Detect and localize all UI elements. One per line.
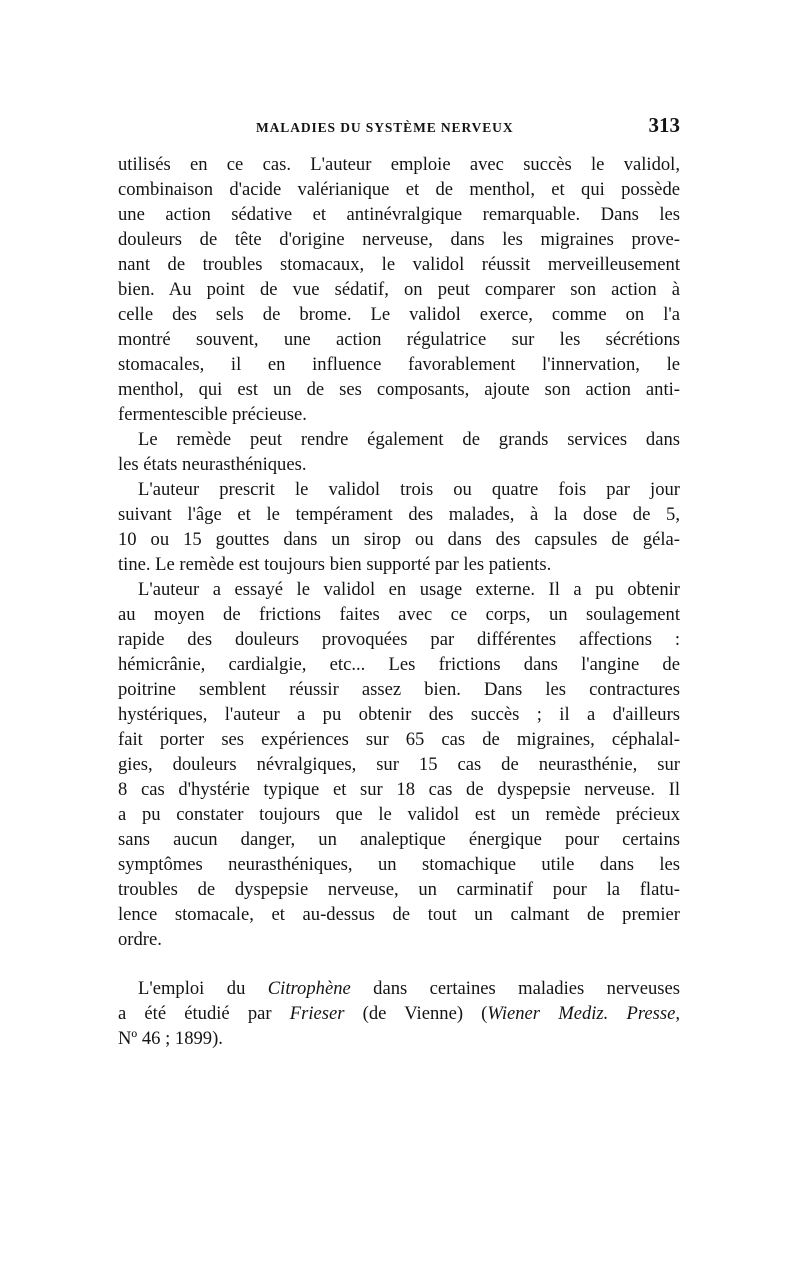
text-line: au moyen de frictions faites avec ce corps, un soulagement xyxy=(118,604,680,625)
text-line: utilisés en ce cas. L'auteur emploie avec succès le validol, xyxy=(118,154,680,175)
section-gap xyxy=(118,952,680,976)
text-line: ordre. xyxy=(118,929,162,950)
text-line: montré souvent, une action régulatrice sur les sécrétions xyxy=(118,329,680,350)
text-line: stomacales, il en influence favorablement l'innervation, le xyxy=(118,354,680,375)
paragraph-dosage xyxy=(118,477,680,577)
paragraph-neurasthenic-states xyxy=(118,427,680,477)
text-line: 8 cas d'hystérie typique et sur 18 cas de dyspepsie nerveuse. Il xyxy=(118,779,680,800)
text-line: lence stomacale, et au-dessus de tout un calmant de premier xyxy=(118,904,680,925)
paragraph-validol-action xyxy=(118,152,680,427)
text-run: (de Vienne) ( xyxy=(344,1003,488,1024)
paragraph-external-use xyxy=(118,577,680,952)
text-line: une action sédative et antinévralgique remarquable. Dans les xyxy=(118,204,680,225)
page-header xyxy=(118,112,680,142)
text-line: hystériques, l'auteur a pu obtenir des succès ; il a d'ailleurs xyxy=(118,704,680,725)
page-number: 313 xyxy=(648,113,680,137)
text-run: L'emploi du xyxy=(138,978,268,999)
text-line xyxy=(118,1001,680,1026)
text-line: suivant l'âge et le tempérament des malades, à la dose de 5, xyxy=(118,504,680,525)
drug-name: Citrophène xyxy=(267,978,351,999)
text-line: nant de troubles stomacaux, le validol réussit merveilleusement xyxy=(118,254,680,275)
text-line: 10 ou 15 gouttes dans un sirop ou dans des capsules de géla- xyxy=(118,529,680,550)
text-line xyxy=(118,976,680,1001)
journal-title: Wiener Mediz. Presse, xyxy=(487,1003,680,1024)
text-line: sans aucun danger, un analeptique énergique pour certains xyxy=(118,829,680,850)
text-line: L'auteur a essayé le validol en usage externe. Il a pu obtenir xyxy=(138,579,680,600)
text-line: menthol, qui est un de ses composants, ajoute son action anti- xyxy=(118,379,680,400)
book-page xyxy=(118,112,680,1051)
text-line: bien. Au point de vue sédatif, on peut comparer son action à xyxy=(118,279,680,300)
text-line: Nº 46 ; 1899). xyxy=(118,1028,223,1049)
text-line: tine. Le remède est toujours bien supporté par les patients. xyxy=(118,554,552,575)
running-title: MALADIES DU SYSTÈME NERVEUX xyxy=(256,120,514,135)
text-line: combinaison d'acide valérianique et de menthol, et qui possède xyxy=(118,179,680,200)
text-line: les états neurasthéniques. xyxy=(118,454,307,475)
text-line: hémicrânie, cardialgie, etc... Les frictions dans l'angine de xyxy=(118,654,680,675)
text-run: dans certaines maladies nerveuses xyxy=(350,978,680,999)
text-line: celle des sels de brome. Le validol exerce, comme on l'a xyxy=(118,304,680,325)
text-run: a été étudié par xyxy=(118,1003,290,1024)
text-line: symptômes neurasthéniques, un stomachique utile dans les xyxy=(118,854,680,875)
text-line: L'auteur prescrit le validol trois ou quatre fois par jour xyxy=(138,479,680,500)
text-line: gies, douleurs névralgiques, sur 15 cas de neurasthénie, sur xyxy=(118,754,680,775)
text-line: fait porter ses expériences sur 65 cas de migraines, céphalal- xyxy=(118,729,680,750)
text-line: fermentescible précieuse. xyxy=(118,404,307,425)
author-name: Frieser xyxy=(289,1003,345,1024)
text-line: rapide des douleurs provoquées par différentes affections : xyxy=(118,629,680,650)
text-line: troubles de dyspepsie nerveuse, un carminatif pour la flatu- xyxy=(118,879,680,900)
text-line: a pu constater toujours que le validol est un remède précieux xyxy=(118,804,680,825)
text-line: douleurs de tête d'origine nerveuse, dans les migraines prove- xyxy=(118,229,680,250)
paragraph-citrophene xyxy=(118,976,680,1051)
text-line: poitrine semblent réussir assez bien. Dans les contractures xyxy=(118,679,680,700)
text-line: Le remède peut rendre également de grands services dans xyxy=(138,429,680,450)
